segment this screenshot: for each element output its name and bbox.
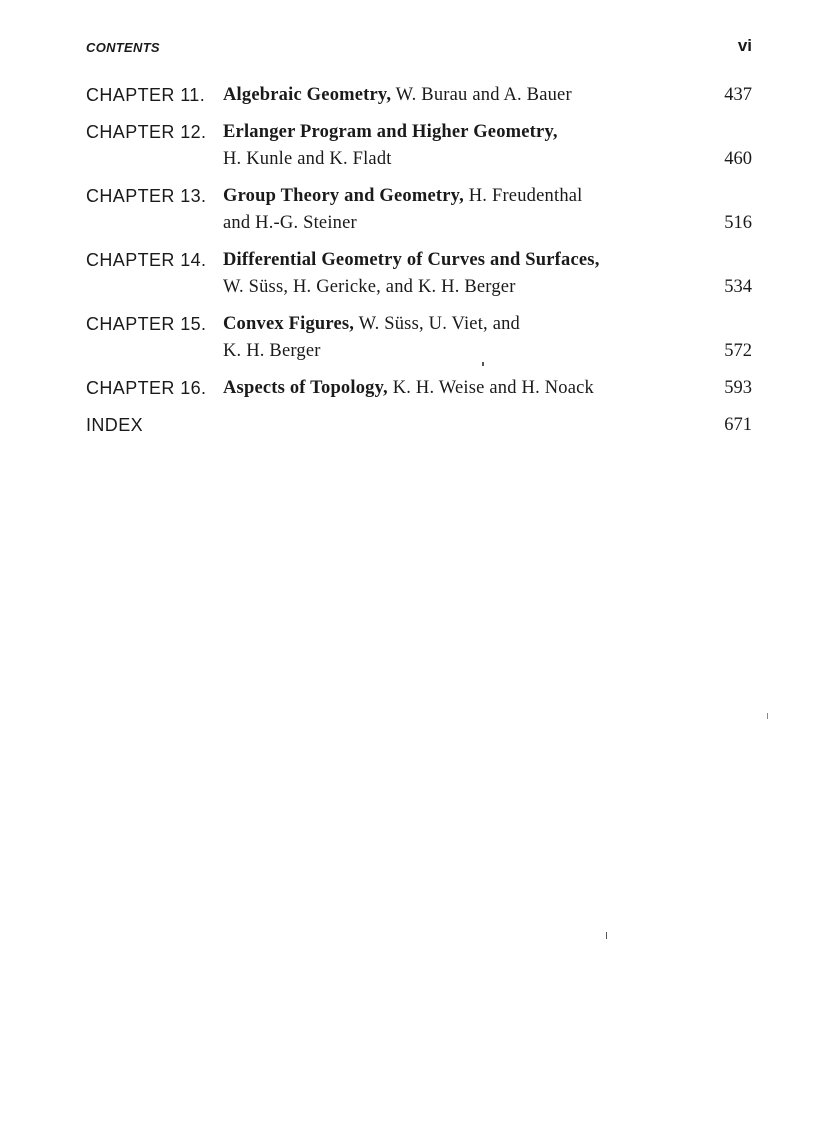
chapter-label: CHAPTER 16.	[86, 378, 207, 398]
chapter-label: CHAPTER 15.	[86, 314, 207, 334]
scan-speck	[482, 362, 484, 366]
chapter-line-1	[223, 311, 692, 338]
chapter-authors-continued: and H.-G. Steiner	[223, 213, 357, 233]
chapter-text	[223, 183, 692, 237]
chapter-title: Aspects of Topology,	[223, 378, 388, 398]
toc-entry-chapter-11[interactable]	[86, 82, 752, 109]
chapter-text	[223, 119, 692, 173]
chapter-page-number: 437	[724, 85, 752, 105]
index-label: INDEX	[86, 415, 144, 435]
chapter-authors: H. Freudenthal	[463, 186, 583, 206]
chapter-page-number: 460	[724, 149, 752, 169]
chapter-authors: W. Süss, U. Viet, and	[354, 314, 521, 334]
chapter-authors: H. Kunle and K. Fladt	[223, 149, 392, 169]
toc-entry-chapter-14[interactable]	[86, 247, 752, 301]
scan-speck	[606, 932, 607, 939]
chapter-page-number: 516	[724, 213, 752, 233]
chapter-title: Algebraic Geometry,	[223, 85, 392, 105]
chapter-line-1	[223, 183, 692, 210]
chapter-label: CHAPTER 12.	[86, 122, 207, 142]
chapter-authors: W. Süss, H. Gericke, and K. H. Berger	[223, 277, 516, 297]
toc-entry-chapter-12[interactable]	[86, 119, 752, 173]
toc-entry-chapter-15[interactable]	[86, 311, 752, 365]
chapter-page-number: 572	[724, 341, 752, 361]
chapter-authors: W. Burau and A. Bauer	[391, 85, 572, 105]
chapter-text	[223, 247, 692, 301]
chapter-page-number: 534	[724, 277, 752, 297]
chapter-label: CHAPTER 14.	[86, 250, 207, 270]
chapter-authors-continued: K. H. Berger	[223, 341, 321, 361]
running-head: CONTENTS	[86, 40, 160, 55]
chapter-line-1	[223, 375, 692, 402]
chapter-title: Group Theory and Geometry,	[223, 186, 464, 206]
chapter-line-1	[223, 82, 692, 109]
page-number-roman: vi	[737, 36, 752, 55]
chapter-title: Convex Figures,	[223, 314, 355, 334]
chapter-page-number: 593	[724, 378, 752, 398]
chapter-label: CHAPTER 11.	[86, 85, 206, 105]
chapter-title: Erlanger Program and Higher Geometry,	[223, 122, 558, 142]
chapter-title: Differential Geometry of Curves and Surfaces,	[223, 250, 600, 270]
table-of-contents	[86, 82, 752, 449]
chapter-text	[223, 375, 692, 402]
chapter-authors: K. H. Weise and H. Noack	[387, 378, 594, 398]
chapter-line-1	[223, 247, 692, 274]
index-page-number: 671	[724, 415, 752, 435]
toc-entry-chapter-16[interactable]	[86, 375, 752, 402]
chapter-label: CHAPTER 13.	[86, 186, 207, 206]
scan-speck	[767, 713, 768, 719]
index-text	[223, 412, 692, 439]
chapter-text	[223, 311, 692, 365]
chapter-text	[223, 82, 692, 109]
toc-entry-index[interactable]	[86, 412, 752, 439]
toc-entry-chapter-13[interactable]	[86, 183, 752, 237]
chapter-line-1	[223, 119, 692, 146]
